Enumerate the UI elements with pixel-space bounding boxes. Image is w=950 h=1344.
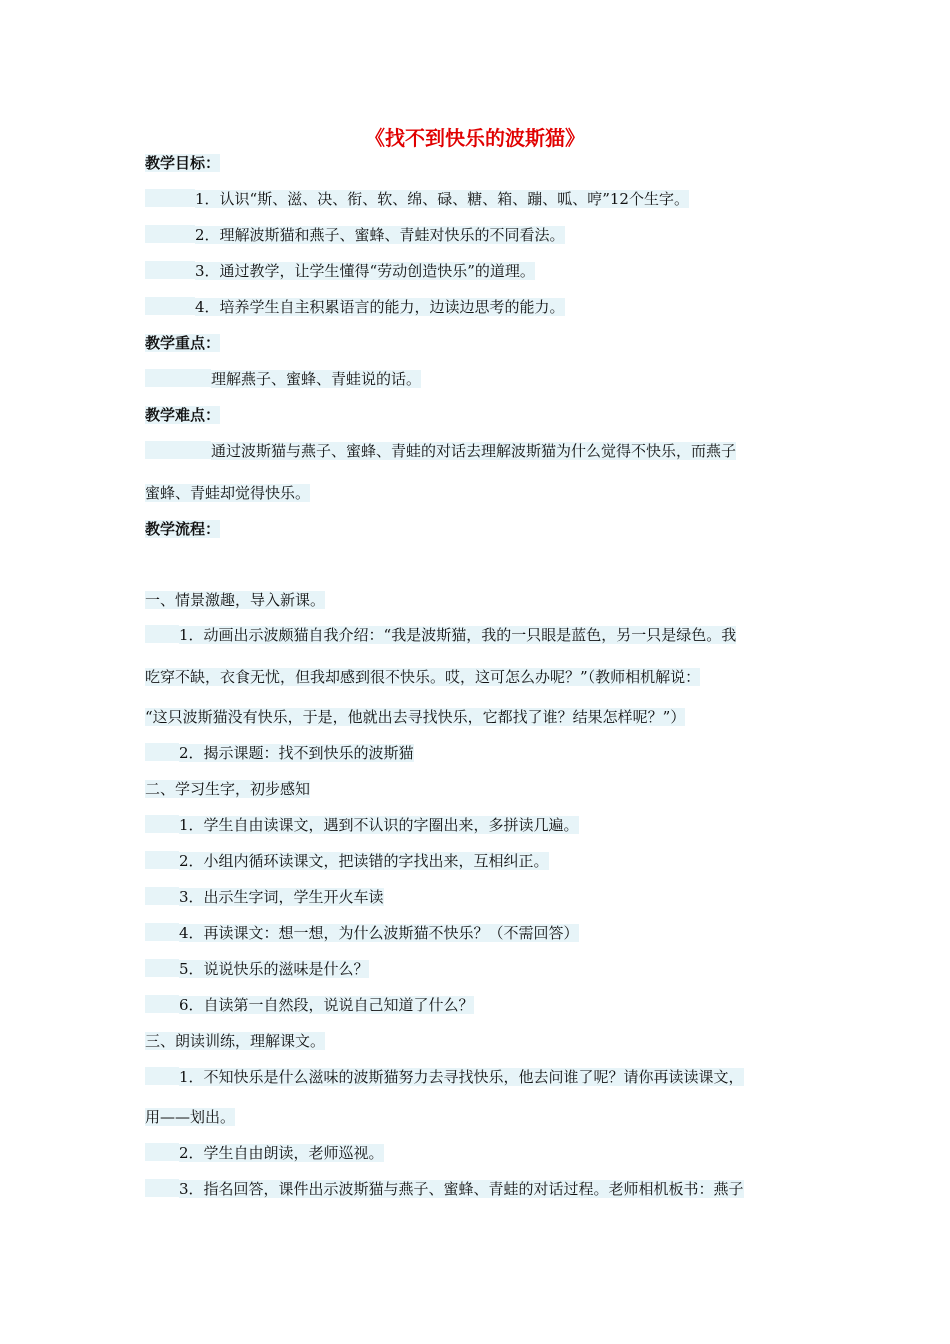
document-title: 《找不到快乐的波斯猫》 [365, 126, 585, 150]
p2-1: 1．学生自由读课文，遇到不认识的字圈出来，多拼读几遍。 [145, 814, 810, 836]
key-point-heading: 教学重点： [145, 334, 221, 352]
p2-3: 3．出示生字词，学生开火车读 [145, 886, 810, 908]
flow-heading: 教学流程： [145, 520, 221, 538]
goal-1: 1．认识“斯、滋、决、衔、软、绵、碌、糖、箱、蹦、呱、哼”12个生字。 [145, 188, 810, 210]
difficult-point-line-1: 通过波斯猫与燕子、蜜蜂、青蛙的对话去理解波斯猫为什么觉得不快乐，而燕子 [145, 440, 810, 462]
p3-1-line-2: 用——划出。 [145, 1108, 236, 1126]
p2-5: 5．说说快乐的滋味是什么？ [145, 958, 810, 980]
p1-1-line-2: 吃穿不缺，衣食无忧，但我却感到很不快乐。哎，这可怎么办呢？”（教师相机解说： [145, 668, 701, 686]
p2-2: 2．小组内循环读课文，把读错的字找出来，互相纠正。 [145, 850, 810, 872]
p2-4: 4．再读课文：想一想，为什么波斯猫不快乐？（不需回答） [145, 922, 810, 944]
goal-4: 4．培养学生自主积累语言的能力，边读边思考的能力。 [145, 296, 810, 318]
part2-heading: 二、学习生字，初步感知 [145, 780, 311, 798]
p1-2: 2．揭示课题：找不到快乐的波斯猫 [145, 742, 810, 764]
part1-heading: 一、情景激趣，导入新课。 [145, 591, 326, 609]
goal-2: 2．理解波斯猫和燕子、蜜蜂、青蛙对快乐的不同看法。 [145, 224, 810, 246]
p1-1-line-3: “这只波斯猫没有快乐，于是，他就出去寻找快乐，它都找了谁？结果怎样呢？”） [145, 708, 686, 726]
difficult-point-line-2: 蜜蜂、青蛙却觉得快乐。 [145, 484, 311, 502]
p3-3: 3．指名回答，课件出示波斯猫与燕子、蜜蜂、青蛙的对话过程。老师相机板书：燕子 [145, 1178, 810, 1200]
part3-heading: 三、朗读训练，理解课文。 [145, 1032, 326, 1050]
goal-3: 3．通过教学，让学生懂得“劳动创造快乐”的道理。 [145, 260, 810, 282]
p3-2: 2．学生自由朗读，老师巡视。 [145, 1142, 810, 1164]
key-point-text: 理解燕子、蜜蜂、青蛙说的话。 [145, 368, 810, 390]
goals-heading: 教学目标： [145, 154, 221, 172]
p2-6: 6．自读第一自然段，说说自己知道了什么？ [145, 994, 810, 1016]
difficult-point-heading: 教学难点： [145, 406, 221, 424]
p1-1-line-1: 1．动画出示波颇猫自我介绍：“我是波斯猫，我的一只眼是蓝色，另一只是绿色。我 [145, 624, 810, 646]
p3-1-line-1: 1．不知快乐是什么滋味的波斯猫努力去寻找快乐，他去问谁了呢？请你再读读课文， [145, 1066, 810, 1088]
